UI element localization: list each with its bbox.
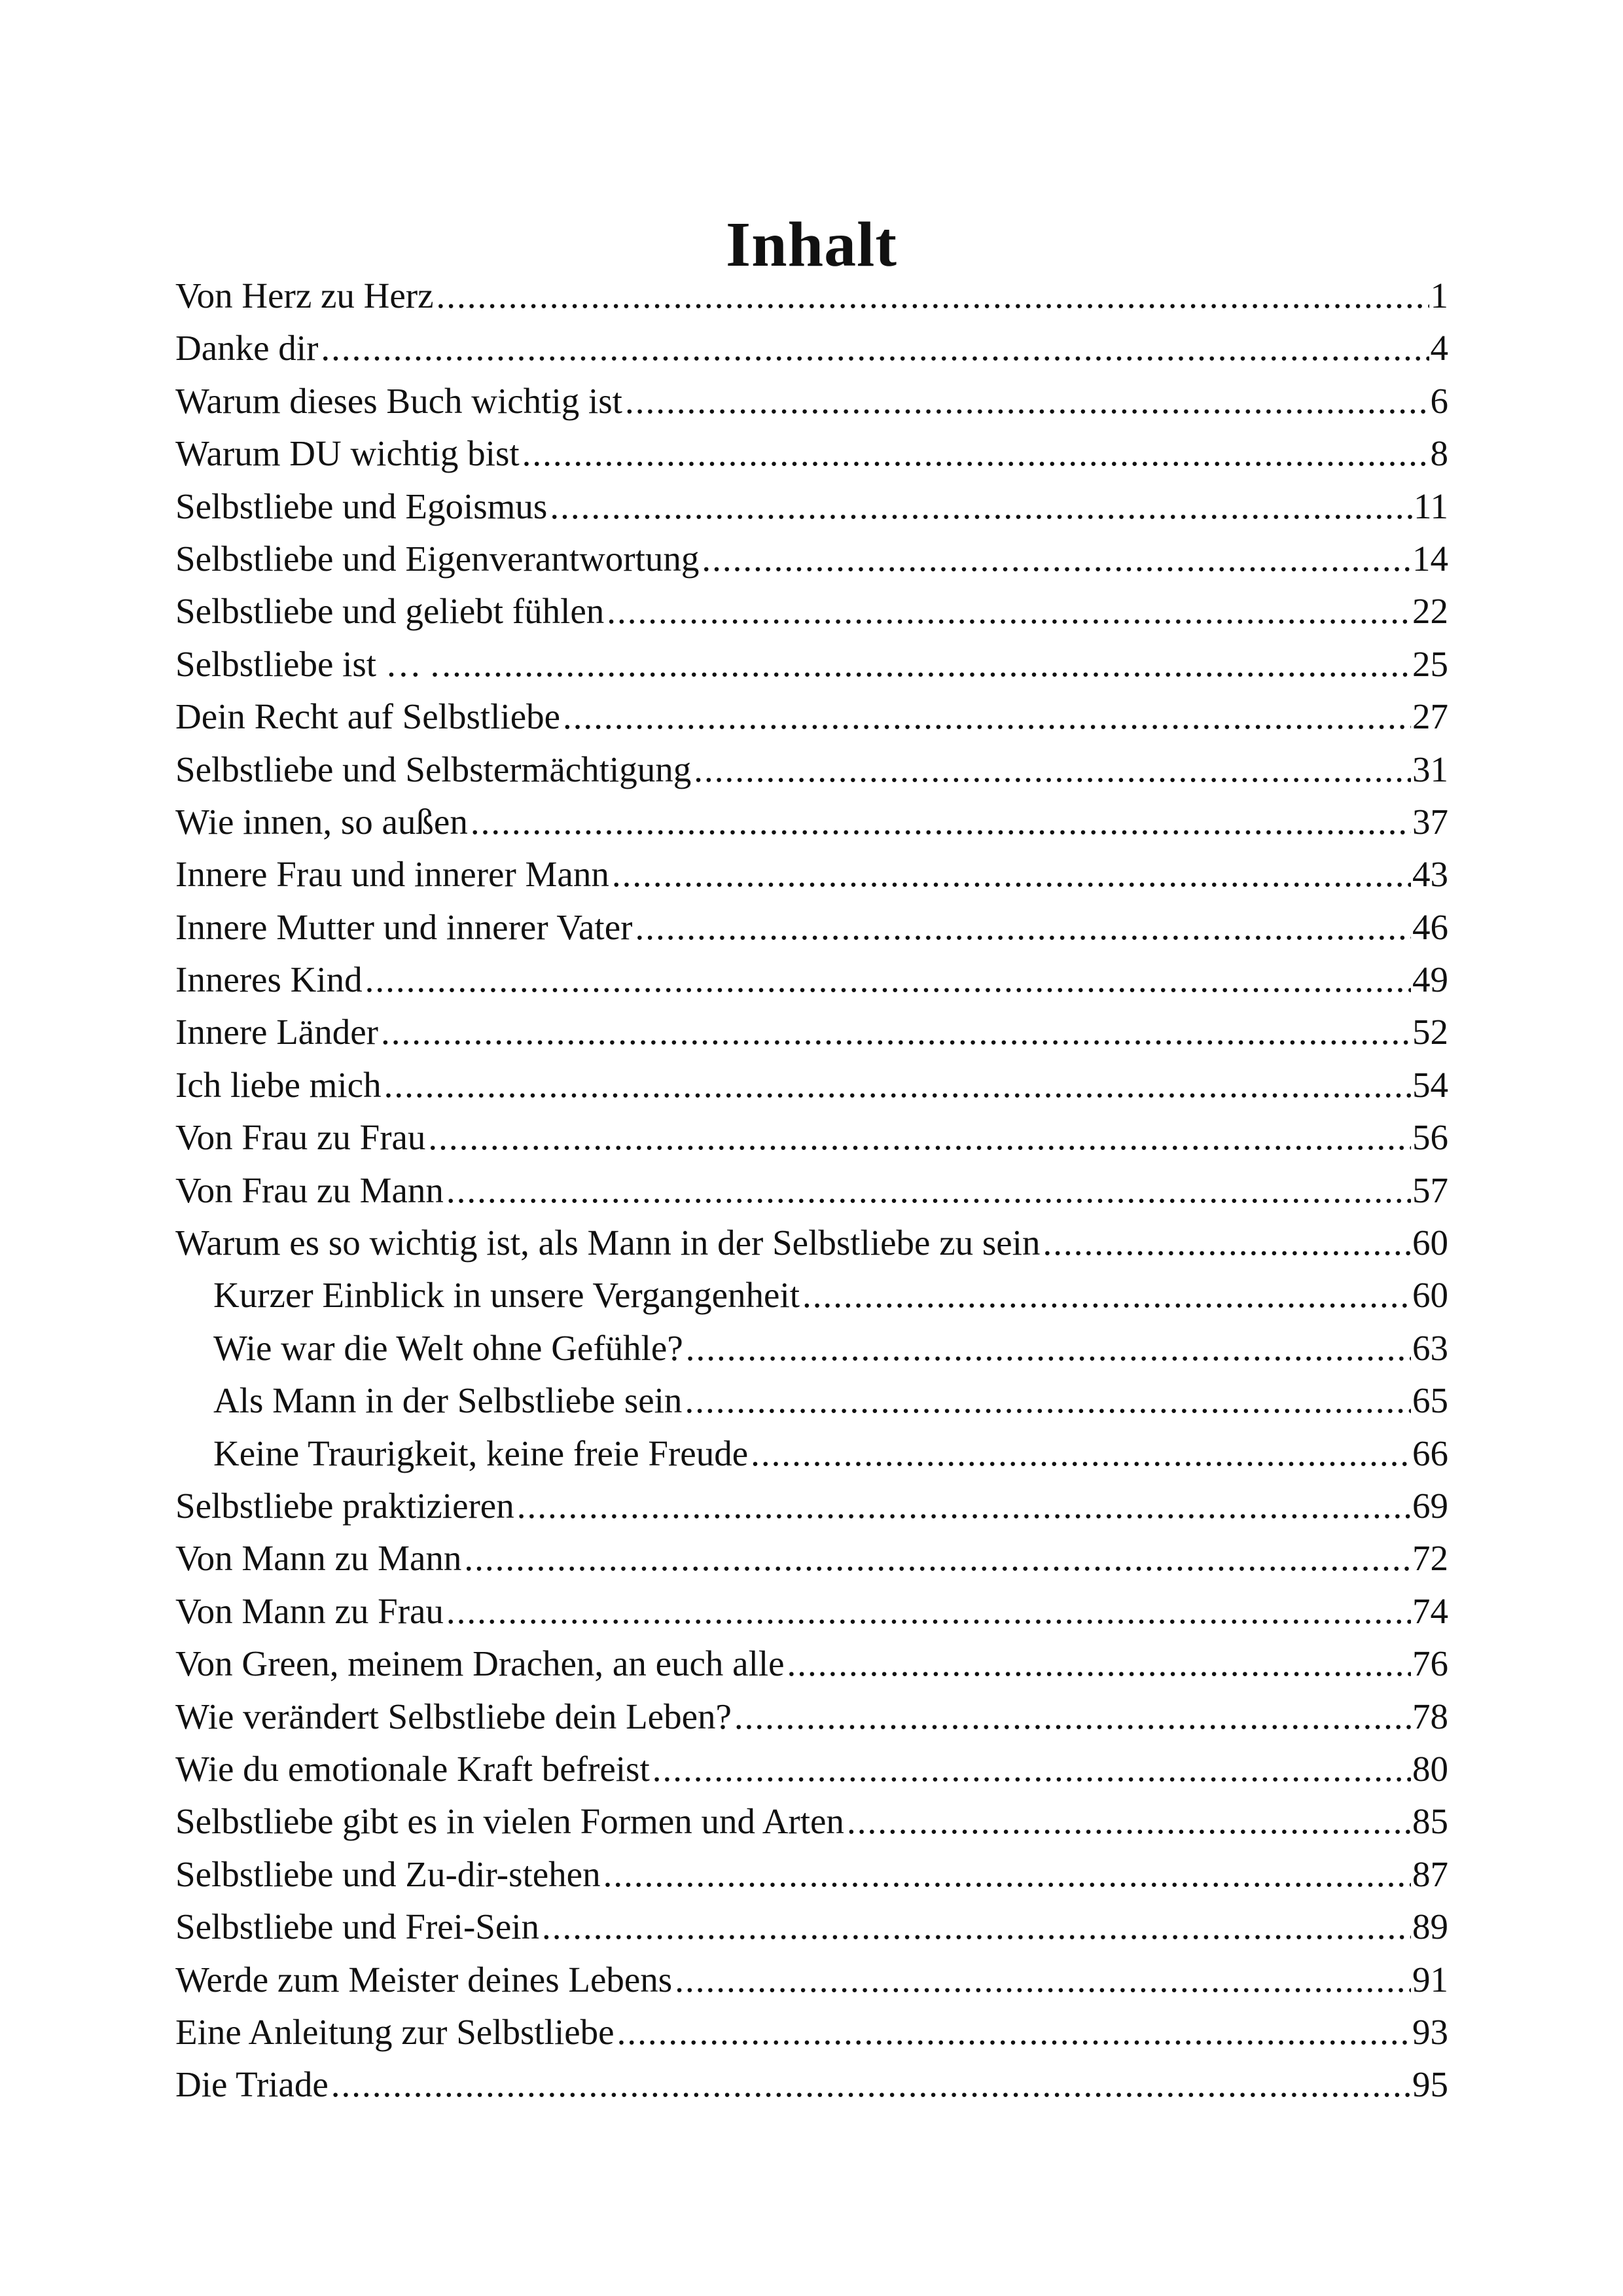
toc-dot-leader bbox=[437, 270, 1429, 322]
toc-page-number: 80 bbox=[1412, 1748, 1448, 1789]
toc-entry-title: Innere Länder bbox=[175, 1012, 378, 1052]
toc-entry-title: Wie du emotionale Kraft befreist bbox=[175, 1748, 650, 1789]
toc-page-number: 72 bbox=[1412, 1538, 1448, 1579]
toc-subentry bbox=[175, 1322, 1448, 1374]
toc-entry-title: Von Mann zu Frau bbox=[175, 1590, 444, 1631]
toc-page-number: 1 bbox=[1430, 276, 1448, 315]
toc-entry bbox=[175, 1059, 1448, 1111]
toc-entry bbox=[175, 480, 1448, 533]
toc-entry-title: Innere Mutter und innerer Vater bbox=[175, 906, 633, 947]
toc-dot-leader bbox=[652, 1743, 1411, 1795]
toc-subentry bbox=[175, 1374, 1448, 1427]
toc-page-number: 65 bbox=[1412, 1380, 1448, 1421]
toc-dot-leader bbox=[442, 638, 1411, 691]
toc-page-number: 56 bbox=[1412, 1117, 1448, 1158]
toc-entry-title: Selbstliebe und Zu-dir-stehen bbox=[175, 1854, 601, 1894]
toc-page-number: 93 bbox=[1412, 2011, 1448, 2052]
toc-entry bbox=[175, 1795, 1448, 1848]
toc-dot-leader bbox=[365, 954, 1411, 1006]
toc-dot-leader bbox=[686, 1322, 1411, 1374]
toc-entry bbox=[175, 2058, 1448, 2111]
toc-dot-leader bbox=[603, 1848, 1411, 1901]
toc-dot-leader bbox=[694, 744, 1411, 796]
toc-dot-leader bbox=[802, 1269, 1411, 1321]
toc-entry-title: Wie verändert Selbstliebe dein Leben? bbox=[175, 1696, 732, 1736]
toc-page-number: 52 bbox=[1412, 1012, 1448, 1052]
toc-entry-title: Selbstliebe und Egoismus bbox=[175, 486, 548, 526]
toc-dot-leader bbox=[446, 1585, 1411, 1638]
toc-page-number: 76 bbox=[1412, 1643, 1448, 1684]
toc-entry-title: Danke dir bbox=[175, 328, 319, 368]
toc-dot-leader bbox=[471, 796, 1411, 848]
toc-page-number: 95 bbox=[1412, 2064, 1448, 2105]
toc-entry bbox=[175, 1954, 1448, 2006]
toc-entry-title: Dein Recht auf Selbstliebe bbox=[175, 696, 561, 737]
toc-dot-leader bbox=[381, 1006, 1411, 1058]
toc-entry-title: Selbstliebe und Eigenverantwortung bbox=[175, 538, 700, 579]
toc-subentry bbox=[175, 1269, 1448, 1321]
toc-page-number: 60 bbox=[1412, 1223, 1448, 1263]
toc-page-number: 14 bbox=[1412, 538, 1448, 579]
toc-entry bbox=[175, 1848, 1448, 1901]
toc-dot-leader bbox=[321, 322, 1429, 374]
toc-subentry bbox=[175, 1427, 1448, 1480]
toc-entry bbox=[175, 1217, 1448, 1269]
toc-dot-leader bbox=[702, 533, 1411, 585]
toc-entry-title: Keine Traurigkeit, keine freie Freude bbox=[213, 1433, 749, 1473]
toc-page-number: 31 bbox=[1412, 749, 1448, 789]
toc-dot-leader bbox=[517, 1480, 1411, 1532]
toc-dot-leader bbox=[522, 427, 1429, 480]
toc-page-number: 69 bbox=[1412, 1485, 1448, 1526]
toc-entry bbox=[175, 1111, 1448, 1164]
toc-page-number: 57 bbox=[1412, 1170, 1448, 1210]
toc-page-number: 43 bbox=[1412, 854, 1448, 895]
toc-page-number: 11 bbox=[1414, 486, 1448, 526]
toc-page-number: 37 bbox=[1412, 801, 1448, 842]
toc-entry bbox=[175, 848, 1448, 901]
toc-dot-leader bbox=[625, 375, 1429, 427]
toc-dot-leader bbox=[563, 691, 1411, 743]
toc-page-number: 54 bbox=[1412, 1064, 1448, 1105]
toc-page-number: 27 bbox=[1412, 696, 1448, 737]
toc-page-number: 22 bbox=[1412, 591, 1448, 632]
toc-entry bbox=[175, 1638, 1448, 1690]
toc-entry-title: Die Triade bbox=[175, 2064, 329, 2105]
toc-entry bbox=[175, 322, 1448, 374]
toc-entry-title: Wie war die Welt ohne Gefühle? bbox=[213, 1327, 683, 1368]
toc-dot-leader bbox=[542, 1901, 1411, 1953]
toc-entry bbox=[175, 1743, 1448, 1795]
toc-entry-title: Selbstliebe gibt es in vielen Formen und Arten bbox=[175, 1801, 844, 1842]
toc-dot-leader bbox=[787, 1638, 1411, 1690]
toc-entry-title: Inneres Kind bbox=[175, 960, 363, 1000]
table-of-contents bbox=[175, 270, 1448, 2111]
toc-entry bbox=[175, 691, 1448, 743]
toc-page-number: 46 bbox=[1412, 906, 1448, 947]
toc-dot-leader bbox=[384, 1059, 1411, 1111]
toc-entry bbox=[175, 638, 1448, 691]
toc-entry-title: Von Frau zu Mann bbox=[175, 1170, 444, 1210]
toc-entry bbox=[175, 796, 1448, 848]
toc-page-number: 85 bbox=[1412, 1801, 1448, 1842]
toc-dot-leader bbox=[607, 585, 1411, 637]
toc-entry-title: Selbstliebe praktizieren bbox=[175, 1485, 514, 1526]
toc-entry bbox=[175, 585, 1448, 637]
toc-dot-leader bbox=[464, 1532, 1411, 1585]
toc-dot-leader bbox=[617, 2006, 1411, 2058]
toc-entry-title: Warum dieses Buch wichtig ist bbox=[175, 380, 622, 421]
toc-page-number: 4 bbox=[1430, 328, 1448, 368]
toc-page-number: 60 bbox=[1412, 1275, 1448, 1316]
toc-page-number: 63 bbox=[1412, 1327, 1448, 1368]
toc-entry-title: Warum es so wichtig ist, als Mann in der Selbstliebe zu sein bbox=[175, 1223, 1041, 1263]
toc-entry-title: Als Mann in der Selbstliebe sein bbox=[213, 1380, 683, 1421]
toc-entry bbox=[175, 2006, 1448, 2058]
toc-page-number: 91 bbox=[1412, 1959, 1448, 2000]
toc-dot-leader bbox=[685, 1374, 1411, 1427]
toc-entry-title: Selbstliebe und geliebt fühlen bbox=[175, 591, 605, 632]
toc-entry-title: Selbstliebe und Selbstermächtigung bbox=[175, 749, 692, 789]
toc-dot-leader bbox=[550, 480, 1412, 533]
toc-entry-title: Kurzer Einblick in unsere Vergangenheit bbox=[213, 1275, 800, 1316]
page-title: Inhalt bbox=[725, 209, 897, 280]
toc-page-number: 87 bbox=[1412, 1854, 1448, 1894]
toc-entry-title: Werde zum Meister deines Lebens bbox=[175, 1959, 673, 2000]
toc-entry-title: Warum DU wichtig bist bbox=[175, 433, 520, 474]
toc-page-number: 6 bbox=[1430, 380, 1448, 421]
toc-entry-title: Von Frau zu Frau bbox=[175, 1117, 426, 1158]
toc-dot-leader bbox=[612, 848, 1411, 901]
toc-dot-leader bbox=[446, 1164, 1411, 1217]
toc-entry bbox=[175, 1006, 1448, 1058]
toc-entry-title: Selbstliebe ist … . bbox=[175, 643, 440, 684]
toc-dot-leader bbox=[331, 2058, 1411, 2111]
toc-page-number: 49 bbox=[1412, 960, 1448, 1000]
toc-entry-title: Wie innen, so außen bbox=[175, 801, 468, 842]
toc-entry bbox=[175, 744, 1448, 796]
toc-dot-leader bbox=[675, 1954, 1411, 2006]
toc-entry bbox=[175, 533, 1448, 585]
toc-entry bbox=[175, 901, 1448, 954]
toc-dot-leader bbox=[734, 1691, 1411, 1743]
toc-dot-leader bbox=[635, 901, 1411, 954]
toc-entry bbox=[175, 1585, 1448, 1638]
toc-dot-leader bbox=[751, 1427, 1411, 1480]
toc-entry-title: Innere Frau und innerer Mann bbox=[175, 854, 609, 895]
toc-page-number: 25 bbox=[1412, 643, 1448, 684]
toc-page-number: 74 bbox=[1412, 1590, 1448, 1631]
toc-dot-leader bbox=[428, 1111, 1411, 1164]
toc-page-number: 78 bbox=[1412, 1696, 1448, 1736]
toc-entry bbox=[175, 954, 1448, 1006]
toc-entry bbox=[175, 1901, 1448, 1953]
toc-entry-title: Ich liebe mich bbox=[175, 1064, 382, 1105]
toc-entry bbox=[175, 1164, 1448, 1217]
toc-entry-title: Eine Anleitung zur Selbstliebe bbox=[175, 2011, 615, 2052]
toc-entry bbox=[175, 1532, 1448, 1585]
toc-entry-title: Von Green, meinem Drachen, an euch alle bbox=[175, 1643, 785, 1684]
toc-entry-title: Von Herz zu Herz bbox=[175, 276, 434, 315]
toc-entry bbox=[175, 427, 1448, 480]
toc-entry bbox=[175, 1691, 1448, 1743]
toc-entry bbox=[175, 375, 1448, 427]
toc-page-number: 8 bbox=[1430, 433, 1448, 474]
toc-dot-leader bbox=[847, 1795, 1411, 1848]
toc-entry bbox=[175, 1480, 1448, 1532]
toc-entry bbox=[175, 270, 1448, 322]
toc-entry-title: Von Mann zu Mann bbox=[175, 1538, 462, 1579]
toc-dot-leader bbox=[1043, 1217, 1411, 1269]
toc-entry-title: Selbstliebe und Frei-Sein bbox=[175, 1907, 540, 1947]
toc-page-number: 66 bbox=[1412, 1433, 1448, 1473]
toc-page-number: 89 bbox=[1412, 1907, 1448, 1947]
